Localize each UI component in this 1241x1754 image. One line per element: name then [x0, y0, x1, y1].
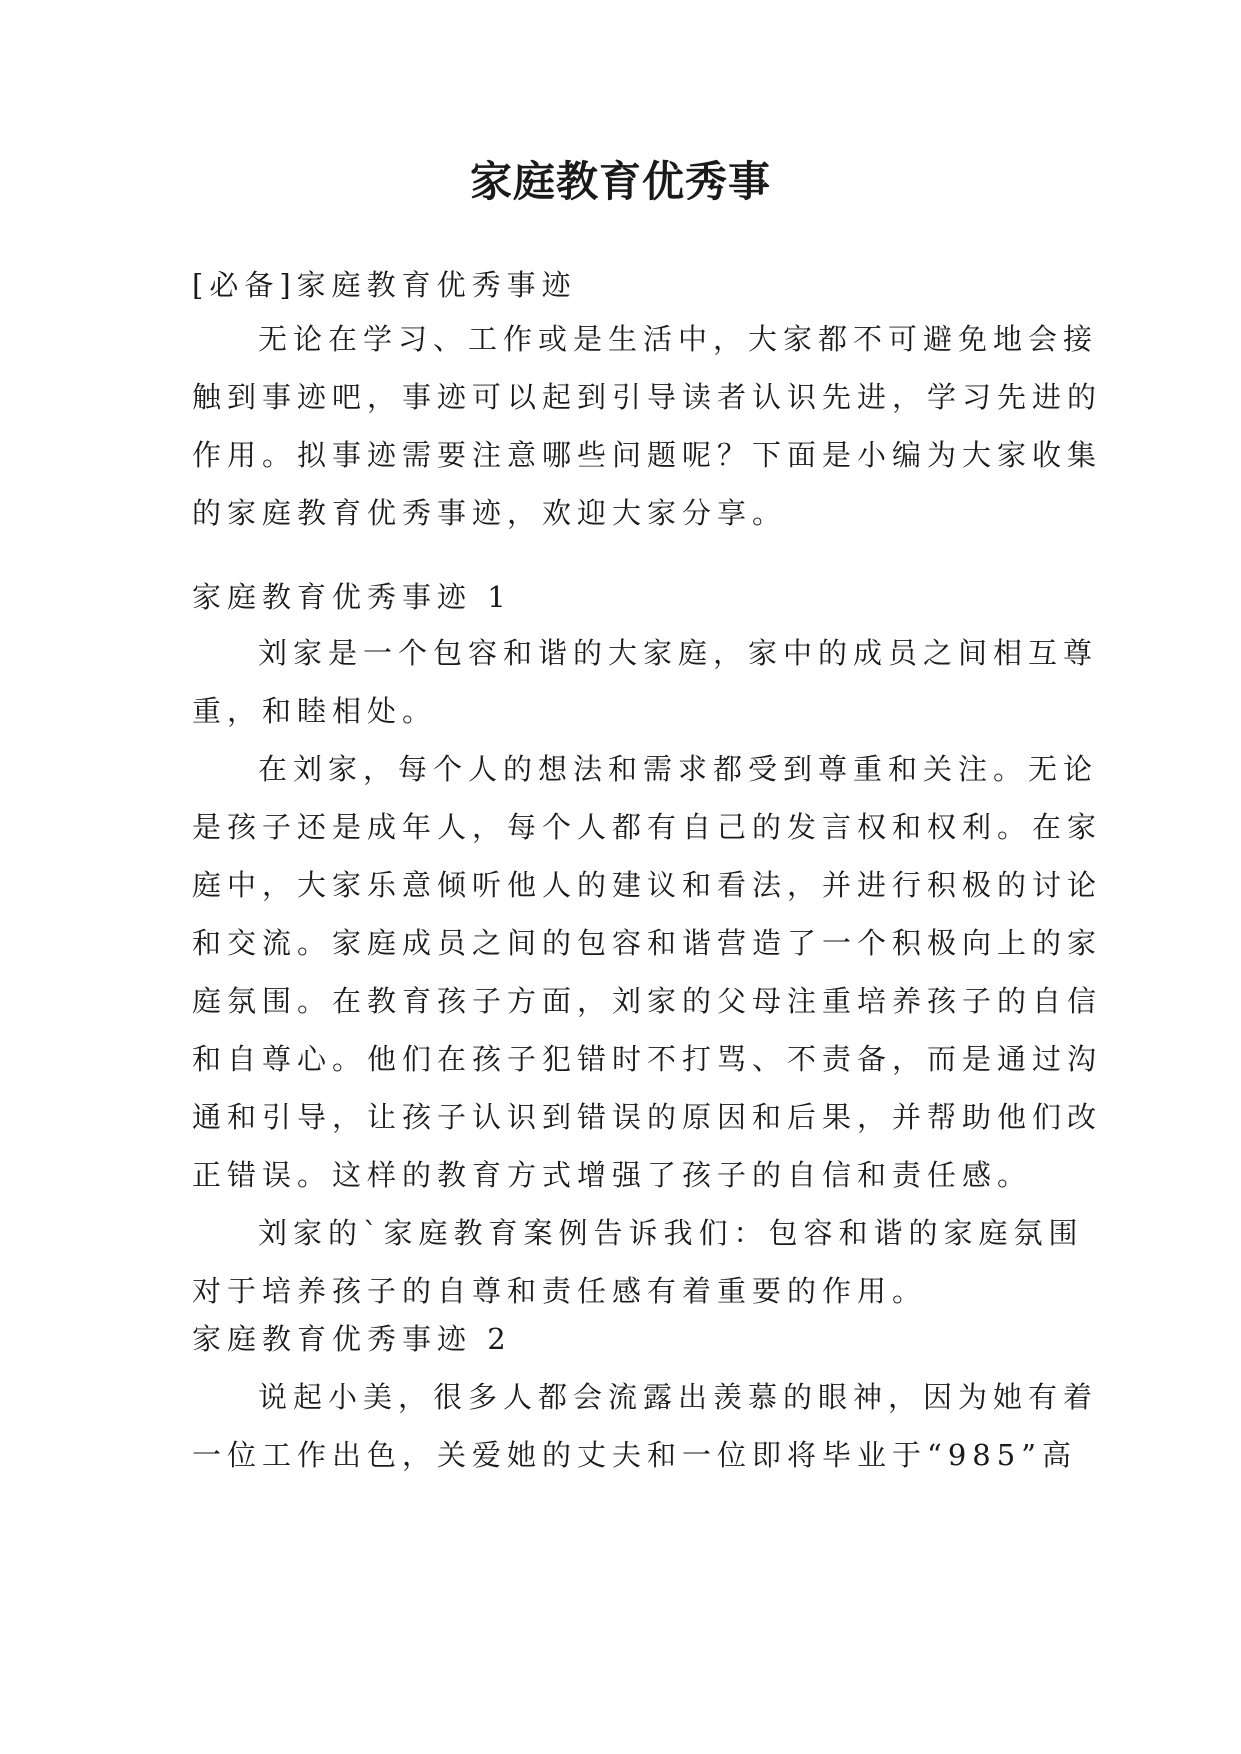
- paragraph-line: 在刘家，每个人的想法和需求都受到尊重和关注。无论: [258, 752, 1099, 786]
- paragraph-line: 是孩子还是成年人，每个人都有自己的发言权和权利。在家: [192, 810, 1103, 844]
- paragraph-line: 刘家的`家庭教育案例告诉我们：包容和谐的家庭氛围: [258, 1216, 1084, 1250]
- paragraph-line: 刘家是一个包容和谐的大家庭，家中的成员之间相互尊: [258, 636, 1099, 670]
- paragraph-line: 说起小美，很多人都会流露出羡慕的眼神，因为她有着: [258, 1380, 1099, 1414]
- document-title: 家庭教育优秀事: [469, 157, 771, 206]
- paragraph-line: 对于培养孩子的自尊和责任感有着重要的作用。: [192, 1274, 928, 1308]
- paragraph-line: 和交流。家庭成员之间的包容和谐营造了一个积极向上的家: [192, 926, 1103, 960]
- paragraph-line: 的家庭教育优秀事迹，欢迎大家分享。: [192, 496, 788, 530]
- intro-heading: [必备]家庭教育优秀事迹: [192, 268, 577, 302]
- intro-paragraph: [192, 310, 1103, 542]
- section1-paragraph-3: [192, 1204, 1084, 1320]
- intro-heading-block: [192, 256, 1052, 314]
- paragraph-line: 正错误。这样的教育方式增强了孩子的自信和责任感。: [192, 1158, 1033, 1192]
- paragraph-line: 通和引导，让孩子认识到错误的原因和后果，并帮助他们改: [192, 1100, 1103, 1134]
- section1-paragraph-1: [192, 624, 1099, 740]
- section1-heading-block: [192, 568, 1052, 626]
- section2-paragraph-1: [192, 1368, 1099, 1484]
- section1-heading: 家庭教育优秀事迹 1: [192, 580, 512, 614]
- section2-heading: 家庭教育优秀事迹 2: [192, 1322, 512, 1356]
- paragraph-line: 和自尊心。他们在孩子犯错时不打骂、不责备，而是通过沟: [192, 1042, 1103, 1076]
- section1-paragraph-2: [192, 740, 1103, 1204]
- paragraph-line: 庭氛围。在教育孩子方面，刘家的父母注重培养孩子的自信: [192, 984, 1103, 1018]
- paragraph-line: 一位工作出色，关爱她的丈夫和一位即将毕业于“985”高: [192, 1438, 1078, 1472]
- paragraph-line: 触到事迹吧，事迹可以起到引导读者认识先进，学习先进的: [192, 380, 1103, 414]
- paragraph-line: 无论在学习、工作或是生活中，大家都不可避免地会接: [258, 322, 1099, 356]
- paragraph-line: 重，和睦相处。: [192, 694, 438, 728]
- paragraph-line: 作用。拟事迹需要注意哪些问题呢？下面是小编为大家收集: [192, 438, 1103, 472]
- section2-heading-block: [192, 1310, 1052, 1368]
- paragraph-line: 庭中，大家乐意倾听他人的建议和看法，并进行积极的讨论: [192, 868, 1103, 902]
